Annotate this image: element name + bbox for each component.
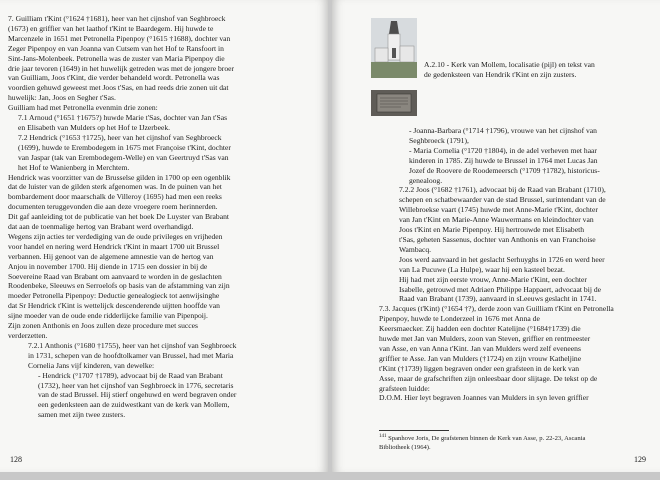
caption-line: de gedenksteen van Hendrik t'Kint en zijn zusters. <box>424 69 577 79</box>
text-line: Marcenzele in 1651 met Petronella Pipenpoy (°1615 †1688), dochter van <box>8 33 231 43</box>
text-line: Zeger Pipenpoy en van Joanna van Cutsem van het Hof te Ransfoort in <box>8 43 224 53</box>
text-line: Soevereine Raad van Brabant om aanvaard te worden in de geslachten <box>8 271 222 281</box>
text-line: t'Kint (†1739) liggen begraven onder een grafsteen in de kerk van <box>379 363 579 373</box>
text-line: Raad van Brabant (1739), aanvaard in sLeeuws geslacht in 1741. <box>399 294 597 304</box>
text-line: verderzetten. <box>8 331 48 340</box>
text-line: Wegens zijn acties ter verdediging van de oude privileges en vrijheden <box>8 231 223 241</box>
text-line: Anjou in november 1700. Hij diende in 1715 een dossier in bij de <box>8 261 208 271</box>
text-line: van Guilliam, Joos t'Kint, die verder behandeld wordt. Petronella was <box>8 73 220 83</box>
paragraph <box>8 341 315 371</box>
text-line: drie jaar tevoren (1649) in het huwelijk getreden was met de jongere broer <box>8 63 235 73</box>
text-line: 7.3. Jacques (t'Kint) (°1654 †?), derde zoon van Guilliam t'Kint en Petronella <box>379 304 614 314</box>
text-line: van Jaspar (tak van Erembodegem-Welle) en van Geertruyd t'Sas van <box>18 152 229 162</box>
text-line: 7. Guilliam t'Kint (°1624 †1681), heer van het cijnshof van Seghbroeck <box>8 14 226 23</box>
text-line: Joos t'Kint en Marie Pipenpoy. Hij hertrouwde met Elisabeth <box>399 225 584 235</box>
paragraph <box>8 133 315 173</box>
text-line: huwelijk: Jan, Joos en Segher t'Sas. <box>8 93 116 103</box>
right-page-text <box>379 126 649 403</box>
paragraph <box>379 126 649 146</box>
text-line: huwde met Jan van Mulders, zoon van Steven, griffier en rentmeester <box>379 334 591 344</box>
paragraph <box>8 173 315 341</box>
text-line: dat de luister van de gilden sterk afgenomen was. In de puinen van het <box>8 182 222 192</box>
text-line: Jozef de Roovere de Roodemeersch (°1709 †1782), historicus- <box>409 165 600 175</box>
footnote-line: Bibliotheek (1964). <box>379 443 431 451</box>
text-line: t'Sas, geheten Sassenus, dochter van Anthonis en van Franchoise <box>399 234 596 244</box>
footnote <box>379 433 649 452</box>
figure-caption <box>424 60 649 80</box>
text-line: van Jan t'Kint en Marie-Anne Wauwermans en kleindochter van <box>399 215 594 225</box>
left-page <box>0 0 328 472</box>
left-page-text <box>8 14 315 420</box>
text-line: voordien gehuwd geweest met Joos t'Sas, en had reeds drie zonen uit dat <box>8 83 229 93</box>
text-line: 7.2.2 Joos (°1682 †1761), advocaat bij de Raad van Brabant (1710), <box>399 185 606 195</box>
text-line: van La Pucuwe (La Hulpe), waar hij een kasteel bezat. <box>399 264 565 274</box>
gravestone-illustration <box>371 90 417 116</box>
text-line: griffier te Asse. Jan van Mulders (†1724) en zijn vrouw Katheljine <box>379 353 582 363</box>
church-illustration <box>371 18 417 78</box>
text-line: het Hof te Wanienberg in Merchtem. <box>18 162 130 172</box>
text-line: Pipenpoy, huwde te Londerzeel in 1676 met Anna de <box>379 314 540 324</box>
text-line: Hendrick was voorzitter van de Brusselse gilden in 1700 op een ogenblik <box>8 172 231 182</box>
text-line: Seghbroeck (1791), <box>409 135 469 145</box>
text-line: Cornelia Jans vijf kinderen, van dewelke: <box>28 360 155 370</box>
text-line: van Asse, en van Anna t'Kint. Jan van Mulders werd zelf eveneens <box>379 343 581 353</box>
text-line: Sint-Jans-Molenbeek. Petronella was de zuster van Maria Pipenpoy die <box>8 53 225 63</box>
text-line: (1732), heer van het cijnshof van Seghbroeck in 1776, secretaris <box>38 380 234 390</box>
text-line: documenten teruggevonden die aan deze vroegere roem herinnerden. <box>8 202 218 212</box>
text-line: (1673) en griffier van het laathof t'Kint te Baardegem. Hij huwde te <box>8 23 214 33</box>
page-number-left: 128 <box>10 455 22 464</box>
paragraph <box>8 371 315 421</box>
paragraph <box>8 14 315 113</box>
text-line: Willebroekse vaart (1745) huwde met Anne-Marie t'Kint, dochter <box>399 205 598 215</box>
text-line: grafsteen luidde: <box>379 383 430 393</box>
text-line: Asse, maar de grafschriften zijn onleesbaar door slijtage. De tekst op de <box>379 373 598 383</box>
text-line: voor handel en nering werd Hendrick t'Kint in maart 1700 uit Brussel <box>8 241 220 251</box>
text-line: 7.2 Hendrick (°1653 †1725), heer van het cijnshof van Seghbroeck <box>18 132 222 142</box>
text-line: 7.1 Arnoud (°1651 †1675?) huwde Marie t'Sas, dochter van Jan t'Sas <box>18 113 228 123</box>
text-line: kinderen in 1785. Zij huwde te Brussel in 1764 met Lucas Jan <box>409 155 598 165</box>
text-line: 7.2.1 Anthonis (°1680 †1755), heer van het cijnshof van Seghbroeck <box>28 340 237 350</box>
text-line: - Maria Cornelia (°1720 †1804), in de adel verheven met haar <box>409 145 597 155</box>
text-line: Joos werd aanvaard in het geslacht Serhuyghs in 1726 en werd heer <box>399 254 605 264</box>
text-line: een gedenksteen aan de zuidwestkant van de kerk van Mollem, <box>38 400 230 410</box>
right-page <box>332 0 660 472</box>
paragraph <box>379 146 649 186</box>
text-line: Hij had met zijn eerste vrouw, Anne-Marie t'Kint, een dochter <box>399 274 587 284</box>
text-line: samen met zijn twee zusters. <box>38 410 126 420</box>
gravestone-photo <box>371 90 417 116</box>
page-number-right: 129 <box>634 455 646 464</box>
text-line: van de stad Brussel. Hij stierf ongehuwd en werd begraven onder <box>38 390 237 400</box>
text-line: en Elisabeth van Mulders op het Hof te IJzerbeek. <box>18 122 171 132</box>
footnote-number: 141 <box>379 434 387 439</box>
text-line: schepen en schatbewaarder van de stad Brussel, surintendant van de <box>399 195 606 205</box>
paragraph <box>8 113 315 133</box>
text-line: Zijn zonen Anthonis en Joos zullen deze procedure met succes <box>8 321 198 331</box>
text-line: Wambacq. <box>399 244 432 254</box>
text-line: - Hendrick (°1707 †1789), advocaat bij de Raad van Brabant <box>38 370 223 380</box>
text-line: verbannen. Hij genoot van de algemene amnestie van de hertog van <box>8 251 214 261</box>
paragraph <box>379 304 649 403</box>
text-line: Roodenbeke, Sleeuws en Serroelofs op basis van de afstamming van zijn <box>8 281 230 291</box>
text-line: dat aan de toenmalige hertog van Brabant werd overhandigd. <box>8 222 194 232</box>
text-line: Keersmaecker. Zij hadden een dochter Katelijne (°1684†1739) die <box>379 324 581 334</box>
text-line: (1699), huwde te Erembodegem in 1675 met Françoise t'Kint, dochter <box>18 142 231 152</box>
text-line: - Joanna-Barbara (°1714 †1796), vrouwe van het cijnshof van <box>409 126 597 135</box>
text-line: Isabelle, getrouwd met Adriaen Philippe Happaert, advocaat bij de <box>399 284 602 294</box>
paragraph <box>379 185 649 304</box>
footnote-divider <box>379 430 449 431</box>
text-line: dat Sr Hendrick t'Kint is wettelijck descenderende uijtten hooffde van <box>8 301 220 311</box>
text-line: sijne moeder van de oude ende ridderlijcke familie van Pipenpoij. <box>8 311 208 321</box>
text-line: Dit gaf aanleiding tot de publicatie van het boek De Luyster van Brabant <box>8 212 229 222</box>
text-line: moeder Petronella Pipenpoy: Deductie genealogieck tot aenwijsinghe <box>8 291 220 301</box>
church-photo <box>371 18 417 78</box>
footnote-line: Spanhove Joris, De grafstenen binnen de Kerk van Asse, p. 22-23, Ascania <box>388 435 586 443</box>
caption-line: A.2.10 - Kerk van Mollem, localisatie (pijl) en tekst van <box>424 60 595 69</box>
text-line: D.O.M. Hier leyt begraven Joannes van Mulders in syn leven griffier <box>379 393 589 403</box>
text-line: genealoog. <box>409 175 443 185</box>
text-line: Guilliam had met Petronella evenmin drie zonen: <box>8 103 158 113</box>
text-line: in 1731, schepen van de hoofdtolkamer van Brussel, had met Maria <box>28 350 234 360</box>
text-line: bombardement door maarschalk de Villeroy (1695) had men een reeks <box>8 192 222 202</box>
